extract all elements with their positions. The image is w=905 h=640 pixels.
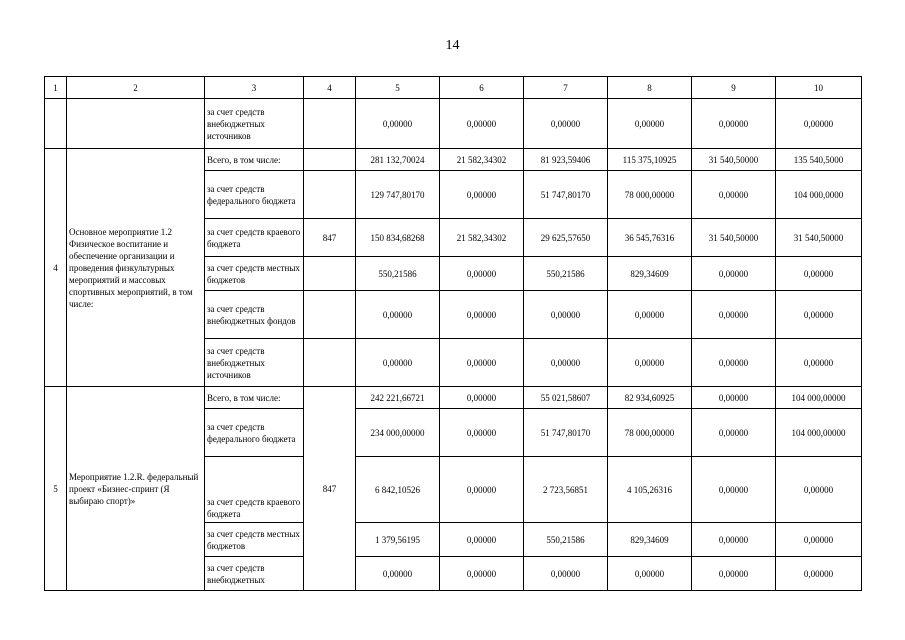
empty-cell — [67, 99, 205, 149]
value-cell: 550,21586 — [356, 257, 440, 291]
funding-source: за счет средств краевого бюджета — [205, 457, 304, 523]
empty-cell — [304, 149, 356, 171]
funding-source: за счет средств внебюджетных источников — [205, 99, 304, 149]
value-cell: 0,00000 — [440, 523, 524, 557]
value-cell: 0,00000 — [440, 291, 524, 339]
empty-cell — [304, 171, 356, 219]
value-cell: 242 221,66721 — [356, 387, 440, 409]
empty-cell — [304, 257, 356, 291]
value-cell: 0,00000 — [692, 291, 776, 339]
value-cell: 0,00000 — [776, 557, 862, 591]
value-cell: 0,00000 — [440, 557, 524, 591]
value-cell: 0,00000 — [524, 99, 608, 149]
value-cell: 78 000,00000 — [608, 409, 692, 457]
value-cell: 0,00000 — [608, 557, 692, 591]
header-cell: 5 — [356, 77, 440, 99]
funding-source: Всего, в том числе: — [205, 387, 304, 409]
value-cell: 0,00000 — [440, 387, 524, 409]
value-cell: 51 747,80170 — [524, 409, 608, 457]
value-cell: 135 540,5000 — [776, 149, 862, 171]
value-cell: 0,00000 — [356, 291, 440, 339]
value-cell: 0,00000 — [440, 339, 524, 387]
value-cell: 0,00000 — [608, 339, 692, 387]
value-cell: 51 747,80170 — [524, 171, 608, 219]
value-cell: 0,00000 — [608, 291, 692, 339]
value-cell: 550,21586 — [524, 257, 608, 291]
value-cell: 0,00000 — [356, 99, 440, 149]
value-cell: 0,00000 — [524, 557, 608, 591]
value-cell: 0,00000 — [692, 99, 776, 149]
header-cell: 9 — [692, 77, 776, 99]
value-cell: 104 000,0000 — [776, 171, 862, 219]
header-cell: 2 — [67, 77, 205, 99]
header-cell: 3 — [205, 77, 304, 99]
header-cell: 8 — [608, 77, 692, 99]
value-cell: 21 582,34302 — [440, 219, 524, 257]
header-cell: 10 — [776, 77, 862, 99]
row-number: 4 — [45, 149, 67, 387]
value-cell: 31 540,50000 — [692, 149, 776, 171]
value-cell: 21 582,34302 — [440, 149, 524, 171]
header-cell: 4 — [304, 77, 356, 99]
value-cell: 550,21586 — [524, 523, 608, 557]
table-row — [45, 387, 862, 409]
empty-cell — [304, 291, 356, 339]
value-cell: 55 021,58607 — [524, 387, 608, 409]
table-row — [45, 99, 862, 149]
value-cell: 0,00000 — [776, 291, 862, 339]
table-row — [45, 149, 862, 171]
header-cell: 6 — [440, 77, 524, 99]
value-cell: 829,34609 — [608, 257, 692, 291]
value-cell: 0,00000 — [776, 339, 862, 387]
value-cell: 0,00000 — [440, 409, 524, 457]
value-cell: 4 105,26316 — [608, 457, 692, 523]
value-cell: 0,00000 — [692, 257, 776, 291]
value-cell: 31 540,50000 — [692, 219, 776, 257]
value-cell: 0,00000 — [776, 257, 862, 291]
empty-cell — [45, 99, 67, 149]
value-cell: 129 747,80170 — [356, 171, 440, 219]
table-header-row — [45, 77, 862, 99]
page-number: 14 — [445, 38, 460, 53]
value-cell: 6 842,10526 — [356, 457, 440, 523]
funding-source: за счет средств федерального бюджета — [205, 171, 304, 219]
value-cell: 0,00000 — [356, 339, 440, 387]
value-cell: 0,00000 — [440, 257, 524, 291]
row-number: 5 — [45, 387, 67, 591]
value-cell: 0,00000 — [776, 523, 862, 557]
value-cell: 234 000,00000 — [356, 409, 440, 457]
empty-cell — [304, 339, 356, 387]
value-cell: 0,00000 — [440, 171, 524, 219]
financing-table — [44, 76, 862, 591]
value-cell: 0,00000 — [692, 339, 776, 387]
funding-source: Всего, в том числе: — [205, 149, 304, 171]
value-cell: 0,00000 — [440, 457, 524, 523]
value-cell: 104 000,00000 — [776, 387, 862, 409]
value-cell: 0,00000 — [776, 99, 862, 149]
funding-source: за счет средств внебюджетных фондов — [205, 291, 304, 339]
value-cell: 0,00000 — [692, 457, 776, 523]
value-cell: 2 723,56851 — [524, 457, 608, 523]
value-cell: 0,00000 — [692, 387, 776, 409]
funding-source: за счет средств местных бюджетов — [205, 523, 304, 557]
value-cell: 78 000,00000 — [608, 171, 692, 219]
value-cell: 29 625,57650 — [524, 219, 608, 257]
value-cell: 36 545,76316 — [608, 219, 692, 257]
value-cell: 82 934,60925 — [608, 387, 692, 409]
activity-name: Мероприятие 1.2.R. федеральный проект «Бизнес-спринт (Я выбираю спорт)» — [67, 387, 205, 591]
activity-name: Основное мероприятие 1.2 Физическое воспитание и обеспечение организации и проведения физкультурных мероприятий и массовых спортивных мероприятий, в том числе: — [67, 149, 205, 387]
value-cell: 0,00000 — [524, 291, 608, 339]
value-cell: 0,00000 — [692, 171, 776, 219]
value-cell: 281 132,70024 — [356, 149, 440, 171]
value-cell: 104 000,00000 — [776, 409, 862, 457]
value-cell: 0,00000 — [692, 523, 776, 557]
funding-source: за счет средств внебюджетных — [205, 557, 304, 591]
funding-source: за счет средств краевого бюджета — [205, 219, 304, 257]
value-cell: 0,00000 — [440, 99, 524, 149]
value-cell: 0,00000 — [692, 409, 776, 457]
funding-source: за счет средств внебюджетных источников — [205, 339, 304, 387]
header-cell: 1 — [45, 77, 67, 99]
value-cell: 829,34609 — [608, 523, 692, 557]
code-cell: 847 — [304, 219, 356, 257]
code-cell: 847 — [304, 387, 356, 591]
value-cell: 0,00000 — [776, 457, 862, 523]
value-cell: 0,00000 — [608, 99, 692, 149]
value-cell: 0,00000 — [356, 557, 440, 591]
value-cell: 81 923,59406 — [524, 149, 608, 171]
value-cell: 1 379,56195 — [356, 523, 440, 557]
value-cell: 0,00000 — [524, 339, 608, 387]
value-cell: 115 375,10925 — [608, 149, 692, 171]
value-cell: 0,00000 — [692, 557, 776, 591]
value-cell: 31 540,50000 — [776, 219, 862, 257]
value-cell: 150 834,68268 — [356, 219, 440, 257]
funding-source: за счет средств местных бюджетов — [205, 257, 304, 291]
empty-cell — [304, 99, 356, 149]
header-cell: 7 — [524, 77, 608, 99]
funding-source: за счет средств федерального бюджета — [205, 409, 304, 457]
